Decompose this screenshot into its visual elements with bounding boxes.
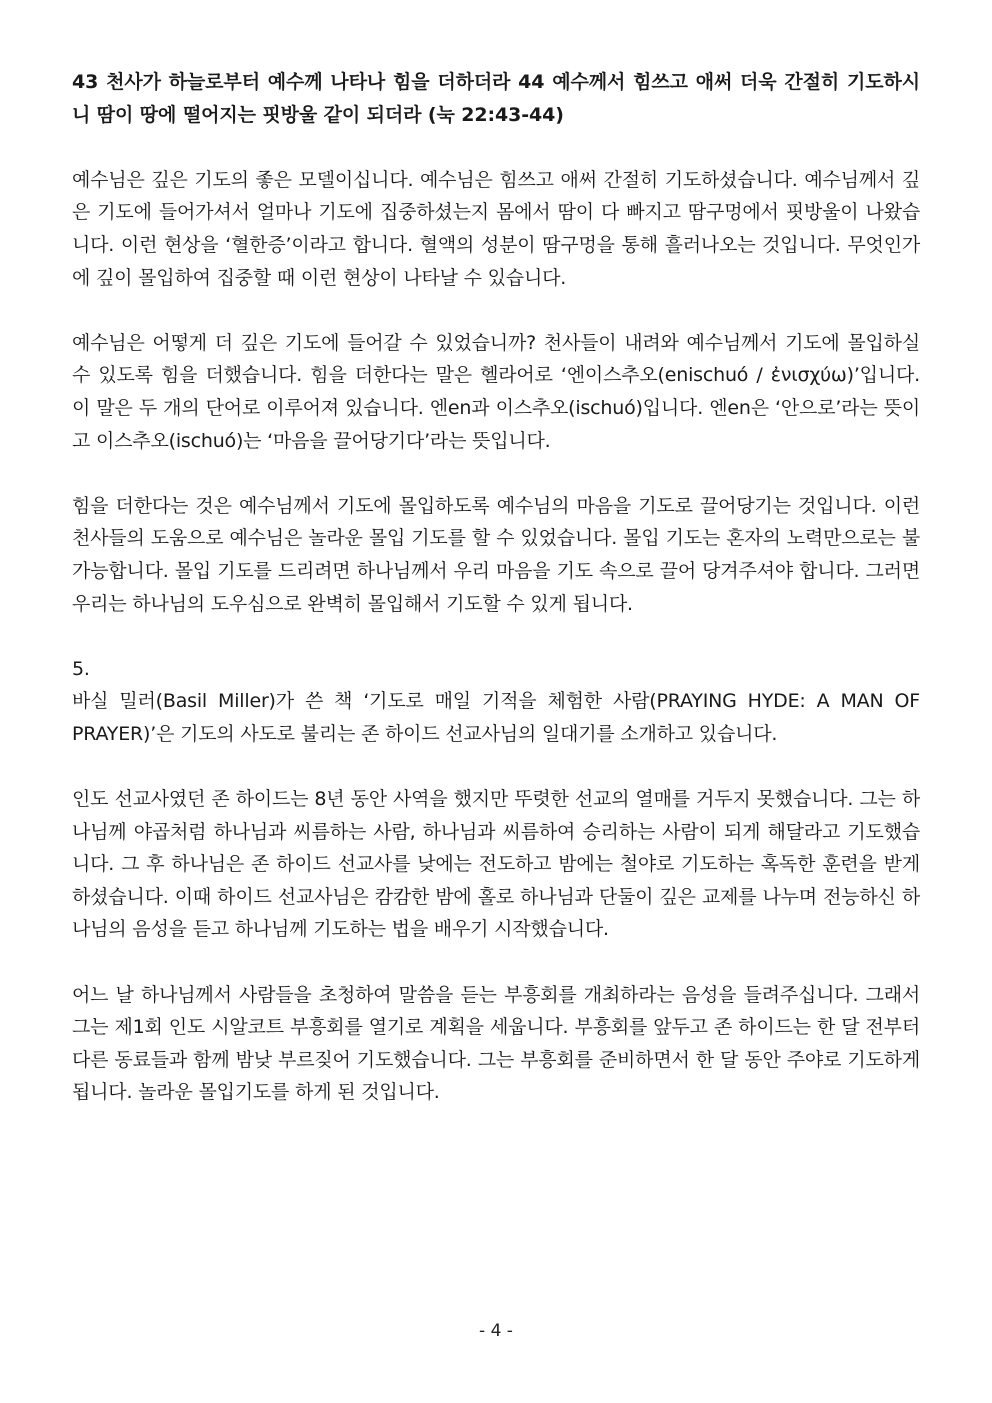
document-body	[72, 66, 920, 1109]
paragraph-2: 예수님은 어떻게 더 깊은 기도에 들어갈 수 있었습니까? 천사들이 내려와 예수님께서 기도에 몰입하실 수 있도록 힘을 더했습니다. 힘을 더한다는 말은 헬라어로 ‘엔이스추오(enischuó / ἐνισχύω)’입니다. 이 말은 두 개의 단어로 이루어져 있습니다. 엔en과 이스추오(ischuó)입니다. 엔en은 ‘안으로’라는 뜻이고 이스추오(ischuó)는 ‘마음을 끌어당기다’라는 뜻입니다.	[72, 331, 920, 452]
scripture-verse: 43 천사가 하늘로부터 예수께 나타나 힘을 더하더라 44 예수께서 힘쓰고 애써 더욱 간절히 기도하시니 땀이 땅에 떨어지는 핏방울 같이 되더라 (눅 22:43-44)	[72, 71, 920, 126]
paragraph-gap	[72, 750, 920, 783]
section-number: 5.	[72, 657, 90, 680]
paragraph-4: 바실 밀러(Basil Miller)가 쓴 책 ‘기도로 매일 기적을 체험한 사람(PRAYING HYDE: A MAN OF PRAYER)’은 기도의 사도로 불리는 존 하이드 선교사님의 일대기를 소개하고 있습니다.	[72, 690, 920, 745]
paragraph-gap	[72, 620, 920, 653]
paragraph-6: 어느 날 하나님께서 사람들을 초청하여 말씀을 듣는 부흥회를 개최하라는 음성을 들려주십니다. 그래서 그는 제1회 인도 시알코트 부흥회를 열기로 계획을 세웁니다. 부흥회를 앞두고 존 하이드는 한 달 전부터 다른 동료들과 함께 밤낮 부르짖어 기도했습니다. 그는 부흥회를 준비하면서 한 달 동안 주야로 기도하게 됩니다. 놀라운 몰입기도를 하게 된 것입니다.	[72, 983, 920, 1104]
page-number: - 4 -	[479, 1321, 513, 1341]
paragraph-1: 예수님은 깊은 기도의 좋은 모델이십니다. 예수님은 힘쓰고 애써 간절히 기도하셨습니다. 예수님께서 깊은 기도에 들어가셔서 얼마나 기도에 집중하셨는지 몸에서 땀이 다 빠지고 땀구멍에서 핏방울이 나왔습니다. 이런 현상을 ‘혈한증’이라고 합니다. 혈액의 성분이 땀구멍을 통해 흘러나오는 것입니다. 무엇인가에 깊이 몰입하여 집중할 때 이런 현상이 나타날 수 있습니다.	[72, 168, 920, 289]
paragraph-gap	[72, 457, 920, 490]
paragraph-3: 힘을 더한다는 것은 예수님께서 기도에 몰입하도록 예수님의 마음을 기도로 끌어당기는 것입니다. 이런 천사들의 도움으로 예수님은 놀라운 몰입 기도를 할 수 있었습니다. 몰입 기도는 혼자의 노력만으로는 불가능합니다. 몰입 기도를 드리려면 하나님께서 우리 마음을 기도 속으로 끌어 당겨주셔야 합니다. 그러면 우리는 하나님의 도우심으로 완벽히 몰입해서 기도할 수 있게 됩니다.	[72, 494, 920, 615]
paragraph-5: 인도 선교사였던 존 하이드는 8년 동안 사역을 했지만 뚜렷한 선교의 열매를 거두지 못했습니다. 그는 하나님께 야곱처럼 하나님과 씨름하는 사람, 하나님과 씨름하여 승리하는 사람이 되게 해달라고 기도했습니다. 그 후 하나님은 존 하이드 선교사를 낮에는 전도하고 밤에는 철야로 기도하는 혹독한 훈련을 받게 하셨습니다. 이때 하이드 선교사님은 캄캄한 밤에 홀로 하나님과 단둘이 깊은 교제를 나누며 전능하신 하나님의 음성을 듣고 하나님께 기도하는 법을 배우기 시작했습니다.	[72, 788, 920, 941]
paragraph-gap	[72, 946, 920, 979]
paragraph-gap	[72, 294, 920, 327]
paragraph-gap	[72, 131, 920, 164]
